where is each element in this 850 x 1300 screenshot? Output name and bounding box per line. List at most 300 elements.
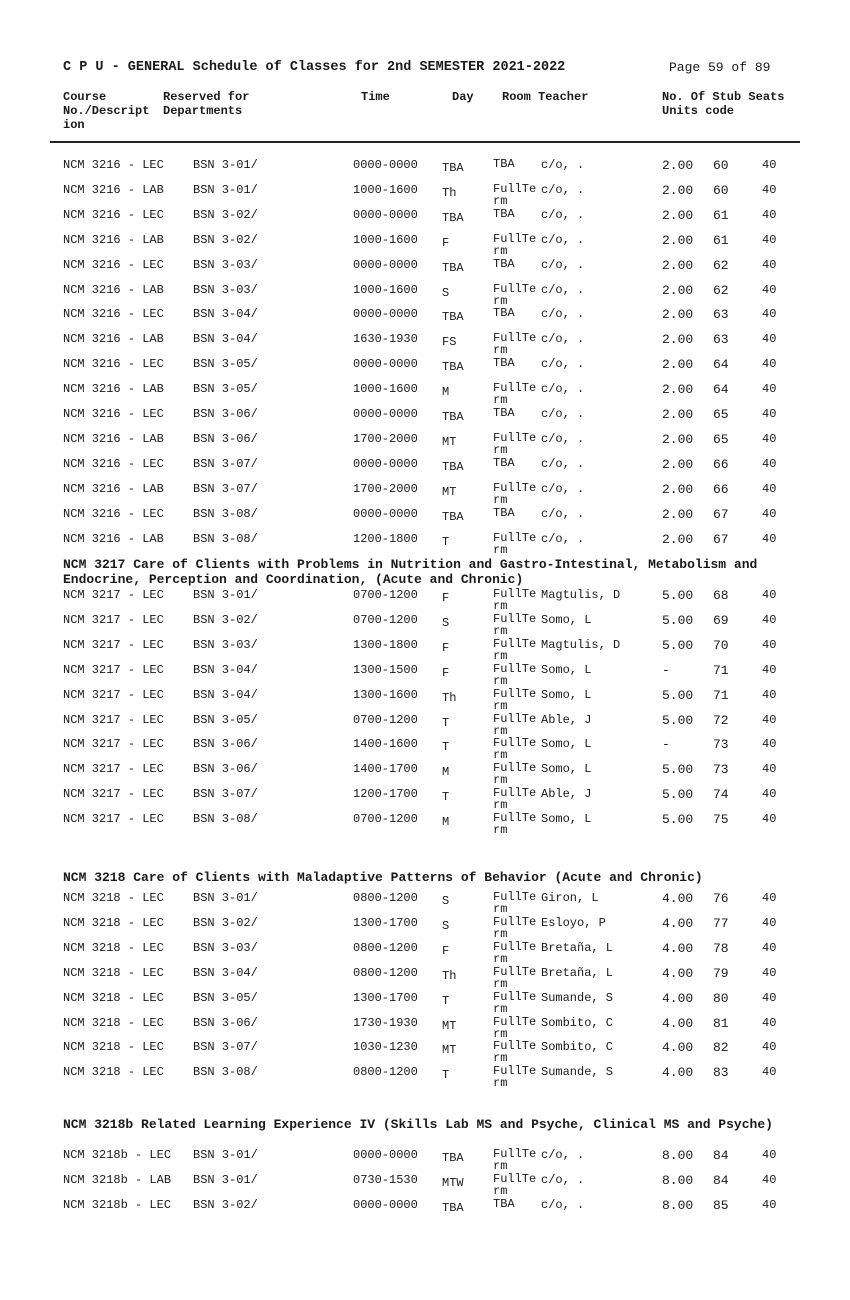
seats: 40 (762, 182, 777, 197)
units: - (662, 737, 670, 753)
class-day: MT (442, 1043, 457, 1058)
class-time: 0000-0000 (353, 1197, 418, 1212)
class-time: 1300-1700 (353, 915, 418, 930)
class-time: 0000-0000 (353, 357, 418, 372)
class-day: T (442, 993, 450, 1008)
reserved-for: BSN 3-04/ (193, 687, 258, 702)
seats: 40 (762, 282, 777, 297)
class-day: MT (442, 484, 457, 499)
units: 5.00 (662, 712, 694, 728)
table-row (0, 1147, 850, 1173)
stub-code: 60 (713, 158, 729, 173)
stub-code: 73 (713, 762, 729, 778)
room: TBA (493, 256, 515, 271)
course-number: NCM 3218 - LEC (63, 891, 164, 905)
course-number: NCM 3218 - LEC (63, 965, 164, 980)
units: 2.00 (662, 506, 694, 522)
stub-code: 83 (713, 1065, 729, 1081)
course-number: NCM 3216 - LEC (63, 506, 164, 521)
course-number: NCM 3216 - LAB (63, 382, 164, 397)
teacher: c/o, . (541, 382, 585, 397)
seats: 40 (762, 687, 777, 702)
units: 4.00 (662, 1015, 694, 1031)
table-row (0, 1198, 850, 1220)
class-day: MTW (442, 1175, 464, 1190)
room: FullTe rm (493, 530, 537, 557)
seats: 40 (762, 812, 777, 827)
course-number: NCM 3218b - LAB (63, 1172, 172, 1187)
units: 4.00 (662, 1065, 694, 1081)
room: FullTe rm (493, 331, 537, 358)
room: FullTe rm (493, 587, 537, 613)
class-time: 0000-0000 (353, 456, 418, 471)
units: 4.00 (662, 965, 694, 981)
course-section-title: NCM 3217 Care of Clients with Problems in Nutrition and Gastro-Intestinal, Metabolism and Endocrine, Perception and Coordination, (Acute and Chronic) (63, 557, 758, 587)
course-number: NCM 3217 - LEC (63, 787, 164, 802)
table-row (0, 914, 850, 941)
reserved-for: BSN 3-08/ (193, 531, 258, 546)
course-number: NCM 3217 - LEC (63, 812, 164, 827)
course-number: NCM 3216 - LAB (63, 232, 164, 247)
class-time: 1300-1700 (353, 990, 418, 1005)
seats: 40 (762, 1197, 777, 1212)
room: FullTe rm (493, 989, 537, 1016)
stub-code: 79 (713, 965, 729, 981)
units: 5.00 (662, 787, 694, 803)
units: 2.00 (662, 307, 694, 323)
teacher: Esloyo, P (541, 915, 606, 930)
class-time: 1400-1600 (353, 737, 418, 752)
room: FullTe rm (493, 281, 537, 308)
stub-code: 71 (713, 662, 729, 678)
table-row (0, 1014, 850, 1041)
seats: 40 (762, 357, 777, 372)
course-number: NCM 3217 - LEC (63, 588, 164, 602)
table-row (0, 686, 850, 713)
reserved-for: BSN 3-08/ (193, 812, 258, 827)
class-day: T (442, 740, 450, 755)
stub-code: 82 (713, 1040, 729, 1056)
stub-code: 71 (713, 687, 729, 703)
class-day: MT (442, 434, 457, 449)
course-number: NCM 3217 - LEC (63, 612, 164, 627)
course-number: NCM 3216 - LAB (63, 182, 164, 197)
reserved-for: BSN 3-06/ (193, 407, 258, 421)
units: 2.00 (662, 456, 694, 472)
teacher: Bretaña, L (541, 940, 614, 955)
units: 5.00 (662, 612, 694, 628)
course-number: NCM 3218b - LEC (63, 1197, 172, 1212)
teacher: Bretaña, L (541, 965, 614, 980)
table-row (0, 890, 850, 916)
reserved-for: BSN 3-02/ (193, 915, 258, 930)
column-header-day: Day (452, 90, 474, 104)
stub-code: 70 (713, 637, 729, 653)
teacher: Somo, L (541, 762, 592, 777)
units: 2.00 (662, 357, 694, 373)
teacher: c/o, . (541, 431, 585, 446)
reserved-for: BSN 3-08/ (193, 1065, 258, 1080)
room: FullTe rm (493, 761, 537, 788)
reserved-for: BSN 3-04/ (193, 965, 258, 980)
table-row (0, 281, 850, 308)
teacher: c/o, . (541, 1172, 585, 1187)
class-time: 1200-1700 (353, 787, 418, 802)
column-header-room-teacher: Room Teacher (502, 90, 589, 104)
room: FullTe rm (493, 1064, 537, 1091)
room: TBA (493, 206, 515, 221)
course-number: NCM 3216 - LAB (63, 531, 164, 546)
stub-code: 84 (713, 1172, 729, 1188)
room: FullTe rm (493, 636, 537, 663)
seats: 40 (762, 257, 777, 272)
seats: 40 (762, 762, 777, 777)
teacher: Able, J (541, 712, 592, 727)
class-time: 1000-1600 (353, 232, 418, 247)
class-day: TBA (442, 260, 464, 275)
reserved-for: BSN 3-04/ (193, 332, 258, 347)
room: TBA (493, 356, 515, 371)
class-time: 1400-1700 (353, 762, 418, 777)
course-number: NCM 3218 - LEC (63, 1065, 164, 1080)
seats: 40 (762, 1040, 777, 1055)
teacher: c/o, . (541, 456, 585, 471)
room: FullTe rm (493, 686, 537, 713)
units: 5.00 (662, 637, 694, 653)
teacher: Magtulis, D (541, 637, 621, 652)
units: 5.00 (662, 812, 694, 828)
table-row (0, 587, 850, 613)
units: 4.00 (662, 1040, 694, 1056)
table-row (0, 181, 850, 208)
units: 8.00 (662, 1172, 694, 1188)
class-time: 1730-1930 (353, 1015, 418, 1030)
course-number: NCM 3216 - LEC (63, 307, 164, 322)
room: TBA (493, 1196, 515, 1211)
units: 4.00 (662, 990, 694, 1006)
seats: 40 (762, 332, 777, 347)
teacher: c/o, . (541, 307, 585, 322)
class-time: 1700-2000 (353, 431, 418, 446)
column-header-time: Time (361, 90, 390, 104)
seats: 40 (762, 1015, 777, 1030)
units: 2.00 (662, 207, 694, 223)
class-day: S (442, 894, 450, 908)
class-day: TBA (442, 1151, 464, 1165)
teacher: c/o, . (541, 158, 585, 172)
table-row (0, 507, 850, 529)
teacher: Sombito, C (541, 1015, 614, 1030)
class-time: 1700-2000 (353, 481, 418, 496)
seats: 40 (762, 1172, 777, 1187)
class-day: TBA (442, 1200, 464, 1215)
table-row (0, 430, 850, 457)
class-day: TBA (442, 459, 464, 474)
reserved-for: BSN 3-06/ (193, 431, 258, 446)
reserved-for: BSN 3-02/ (193, 1197, 258, 1212)
table-row (0, 964, 850, 991)
table-row (0, 989, 850, 1016)
room: FullTe rm (493, 1039, 537, 1066)
stub-code: 85 (713, 1197, 729, 1213)
stub-code: 76 (713, 891, 729, 906)
course-number: NCM 3218b - LEC (63, 1148, 172, 1162)
course-number: NCM 3216 - LEC (63, 257, 164, 272)
class-time: 1200-1800 (353, 531, 418, 546)
class-day: Th (442, 690, 457, 705)
units: 2.00 (662, 182, 694, 198)
teacher: c/o, . (541, 1197, 585, 1212)
course-number: NCM 3217 - LEC (63, 737, 164, 752)
seats: 40 (762, 662, 777, 677)
units: 2.00 (662, 407, 694, 422)
teacher: Magtulis, D (541, 588, 621, 602)
stub-code: 61 (713, 207, 729, 223)
reserved-for: BSN 3-06/ (193, 1015, 258, 1030)
teacher: c/o, . (541, 357, 585, 372)
room: FullTe rm (493, 480, 537, 507)
units: 8.00 (662, 1197, 694, 1213)
seats: 40 (762, 207, 777, 222)
reserved-for: BSN 3-06/ (193, 737, 258, 752)
stub-code: 68 (713, 588, 729, 603)
table-row (0, 208, 850, 230)
course-number: NCM 3216 - LEC (63, 357, 164, 372)
stub-code: 81 (713, 1015, 729, 1031)
class-time: 1630-1930 (353, 332, 418, 347)
room: TBA (493, 455, 515, 470)
reserved-for: BSN 3-01/ (193, 158, 258, 172)
teacher: Able, J (541, 787, 592, 802)
table-row (0, 636, 850, 663)
reserved-for: BSN 3-07/ (193, 787, 258, 802)
class-time: 1000-1600 (353, 382, 418, 397)
room: FullTe rm (493, 786, 537, 813)
seats: 40 (762, 990, 777, 1005)
units: 2.00 (662, 282, 694, 298)
room: FullTe rm (493, 811, 537, 838)
reserved-for: BSN 3-01/ (193, 1172, 258, 1187)
class-day: S (442, 285, 450, 300)
reserved-for: BSN 3-07/ (193, 1040, 258, 1055)
reserved-for: BSN 3-02/ (193, 207, 258, 222)
room: TBA (493, 157, 515, 171)
seats: 40 (762, 737, 777, 752)
stub-code: 66 (713, 481, 729, 497)
table-row (0, 711, 850, 738)
room: FullTe rm (493, 181, 537, 208)
class-time: 1030-1230 (353, 1040, 418, 1055)
course-number: NCM 3218 - LEC (63, 915, 164, 930)
class-time: 0730-1530 (353, 1172, 418, 1187)
room: TBA (493, 406, 515, 420)
room: FullTe rm (493, 430, 537, 457)
class-time: 0800-1200 (353, 1065, 418, 1080)
seats: 40 (762, 588, 777, 602)
units: 5.00 (662, 762, 694, 778)
class-day: F (442, 665, 450, 680)
table-row (0, 231, 850, 258)
course-number: NCM 3216 - LAB (63, 431, 164, 446)
class-day: T (442, 1068, 450, 1083)
seats: 40 (762, 1148, 777, 1162)
page-number: Page 59 of 89 (669, 60, 771, 75)
column-header-course: Course No./Descript ion (63, 90, 150, 132)
teacher: Sumande, S (541, 990, 614, 1005)
table-row (0, 258, 850, 280)
stub-code: 60 (713, 182, 729, 198)
seats: 40 (762, 787, 777, 802)
course-number: NCM 3216 - LEC (63, 207, 164, 222)
teacher: c/o, . (541, 1148, 585, 1162)
table-row (0, 530, 850, 557)
course-section-title: NCM 3218 Care of Clients with Maladaptive Patterns of Behavior (Acute and Chronic) (63, 870, 703, 885)
class-time: 1000-1600 (353, 182, 418, 197)
units: 4.00 (662, 915, 694, 931)
course-number: NCM 3216 - LAB (63, 332, 164, 347)
class-time: 0800-1200 (353, 940, 418, 955)
course-number: NCM 3218 - LEC (63, 1015, 164, 1030)
room: FullTe rm (493, 939, 537, 966)
class-day: TBA (442, 310, 464, 325)
reserved-for: BSN 3-01/ (193, 891, 258, 905)
class-day: S (442, 615, 450, 630)
units: 4.00 (662, 940, 694, 956)
course-number: NCM 3216 - LAB (63, 481, 164, 496)
reserved-for: BSN 3-04/ (193, 307, 258, 322)
teacher: c/o, . (541, 182, 585, 197)
reserved-for: BSN 3-01/ (193, 588, 258, 602)
class-time: 0800-1200 (353, 965, 418, 980)
class-day: M (442, 385, 450, 400)
table-row (0, 480, 850, 507)
class-time: 0000-0000 (353, 158, 418, 172)
room: FullTe rm (493, 231, 537, 258)
seats: 40 (762, 612, 777, 627)
units: - (662, 662, 670, 678)
reserved-for: BSN 3-05/ (193, 382, 258, 397)
room: FullTe rm (493, 1147, 537, 1173)
seats: 40 (762, 158, 777, 172)
units: 4.00 (662, 891, 694, 906)
class-time: 1000-1600 (353, 282, 418, 297)
table-row (0, 307, 850, 329)
table-row (0, 939, 850, 966)
teacher: Somo, L (541, 737, 592, 752)
table-row (0, 158, 850, 180)
seats: 40 (762, 382, 777, 397)
reserved-for: BSN 3-07/ (193, 481, 258, 496)
stub-code: 67 (713, 531, 729, 547)
units: 2.00 (662, 158, 694, 173)
class-time: 0700-1200 (353, 588, 418, 602)
seats: 40 (762, 431, 777, 446)
class-day: S (442, 918, 450, 933)
seats: 40 (762, 712, 777, 727)
class-day: F (442, 943, 450, 958)
seats: 40 (762, 531, 777, 546)
course-number: NCM 3218 - LEC (63, 940, 164, 955)
class-day: T (442, 790, 450, 805)
table-row (0, 661, 850, 688)
table-row (0, 1064, 850, 1091)
class-time: 0800-1200 (353, 891, 418, 905)
units: 8.00 (662, 1148, 694, 1163)
stub-code: 72 (713, 712, 729, 728)
room: FullTe rm (493, 381, 537, 408)
header-divider (50, 141, 800, 143)
stub-code: 75 (713, 812, 729, 828)
class-time: 0000-0000 (353, 506, 418, 521)
reserved-for: BSN 3-08/ (193, 506, 258, 521)
stub-code: 63 (713, 307, 729, 323)
seats: 40 (762, 940, 777, 955)
class-time: 0000-0000 (353, 307, 418, 322)
table-row (0, 1171, 850, 1198)
class-day: M (442, 765, 450, 780)
stub-code: 65 (713, 407, 729, 422)
column-header-reserved: Reserved for Departments (163, 90, 250, 118)
seats: 40 (762, 407, 777, 421)
units: 2.00 (662, 431, 694, 447)
teacher: c/o, . (541, 232, 585, 247)
teacher: Sumande, S (541, 1065, 614, 1080)
reserved-for: BSN 3-06/ (193, 762, 258, 777)
stub-code: 61 (713, 232, 729, 248)
room: FullTe rm (493, 711, 537, 738)
seats: 40 (762, 232, 777, 247)
stub-code: 67 (713, 506, 729, 522)
reserved-for: BSN 3-07/ (193, 456, 258, 471)
units: 2.00 (662, 382, 694, 398)
teacher: c/o, . (541, 481, 585, 496)
units: 2.00 (662, 531, 694, 547)
units: 5.00 (662, 588, 694, 603)
class-day: F (442, 591, 450, 605)
teacher: Somo, L (541, 612, 592, 627)
seats: 40 (762, 891, 777, 905)
stub-code: 77 (713, 915, 729, 931)
class-day: F (442, 640, 450, 655)
units: 5.00 (662, 687, 694, 703)
stub-code: 78 (713, 940, 729, 956)
class-day: TBA (442, 360, 464, 375)
stub-code: 62 (713, 282, 729, 298)
class-day: TBA (442, 410, 464, 424)
table-row (0, 736, 850, 763)
table-row (0, 1039, 850, 1066)
class-time: 0000-0000 (353, 207, 418, 222)
seats: 40 (762, 481, 777, 496)
room: FullTe rm (493, 890, 537, 916)
teacher: Sombito, C (541, 1040, 614, 1055)
class-day: Th (442, 185, 457, 200)
column-header-units-code-seats: No. Of Stub Seats Units code (662, 90, 785, 118)
stub-code: 66 (713, 456, 729, 472)
course-number: NCM 3216 - LAB (63, 282, 164, 297)
units: 2.00 (662, 481, 694, 497)
course-number: NCM 3218 - LEC (63, 1040, 164, 1055)
teacher: Somo, L (541, 812, 592, 827)
class-day: T (442, 534, 450, 549)
reserved-for: BSN 3-02/ (193, 612, 258, 627)
class-time: 0000-0000 (353, 257, 418, 272)
reserved-for: BSN 3-05/ (193, 990, 258, 1005)
class-time: 0700-1200 (353, 612, 418, 627)
course-section-title: NCM 3218b Related Learning Experience IV (Skills Lab MS and Psyche, Clinical MS and Psyche) (63, 1117, 773, 1132)
reserved-for: BSN 3-01/ (193, 1148, 258, 1162)
room: FullTe rm (493, 964, 537, 991)
